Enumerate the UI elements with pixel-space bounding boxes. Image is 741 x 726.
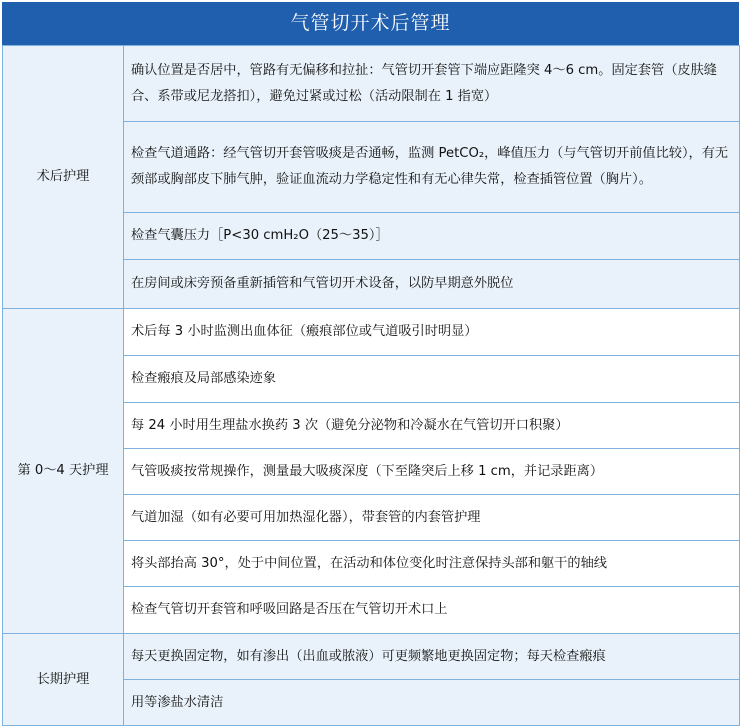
- table-cell: 用等渗盐水清洁: [124, 680, 740, 726]
- table-title: 气管切开术后管理: [2, 2, 739, 45]
- table-row: [3, 309, 740, 356]
- table-cell: 在房间或床旁预备重新插管和气管切开术设备，以防早期意外脱位: [124, 260, 740, 309]
- care-table: [2, 45, 740, 726]
- table-cell: 气管吸痰按常规操作，测量最大吸痰深度（下至隆突后上移 1 cm，并记录距离）: [124, 449, 740, 495]
- table-cell: 检查气管切开套管和呼吸回路是否压在气管切开术口上: [124, 587, 740, 634]
- table-cell: 术后每 3 小时监测出血体征（瘢痕部位或气道吸引时明显）: [124, 309, 740, 356]
- table-cell: 检查气道通路：经气管切开套管吸痰是否通畅，监测 PetCO₂，峰值压力（与气管切开前值比较），有无颈部或胸部皮下肺气肿，验证血流动力学稳定性和有无心律失常，检查插管位置（胸片）。: [124, 122, 740, 213]
- category-long-term: 长期护理: [3, 634, 124, 726]
- table-cell: 每天更换固定物，如有渗出（出血或脓液）可更频繁地更换固定物；每天检查瘢痕: [124, 634, 740, 680]
- category-post-op: 术后护理: [3, 46, 124, 309]
- table-row: [3, 46, 740, 122]
- table-cell: 检查瘢痕及局部感染迹象: [124, 356, 740, 403]
- table-cell: 确认位置是否居中，管路有无偏移和拉扯：气管切开套管下端应距隆突 4～6 cm。固定套管（皮肤缝合、系带或尼龙搭扣），避免过紧或过松（活动限制在 1 指宽）: [124, 46, 740, 122]
- table-row: [3, 634, 740, 680]
- table-cell: 每 24 小时用生理盐水换药 3 次（避免分泌物和冷凝水在气管切开口积聚）: [124, 403, 740, 449]
- table-cell: 检查气囊压力［P<30 cmH₂O（25～35）］: [124, 213, 740, 260]
- table-cell: 气道加湿（如有必要可用加热湿化器），带套管的内套管护理: [124, 495, 740, 541]
- category-day-0-4: 第 0～4 天护理: [3, 309, 124, 634]
- table-cell: 将头部抬高 30°，处于中间位置，在活动和体位变化时注意保持头部和躯干的轴线: [124, 541, 740, 587]
